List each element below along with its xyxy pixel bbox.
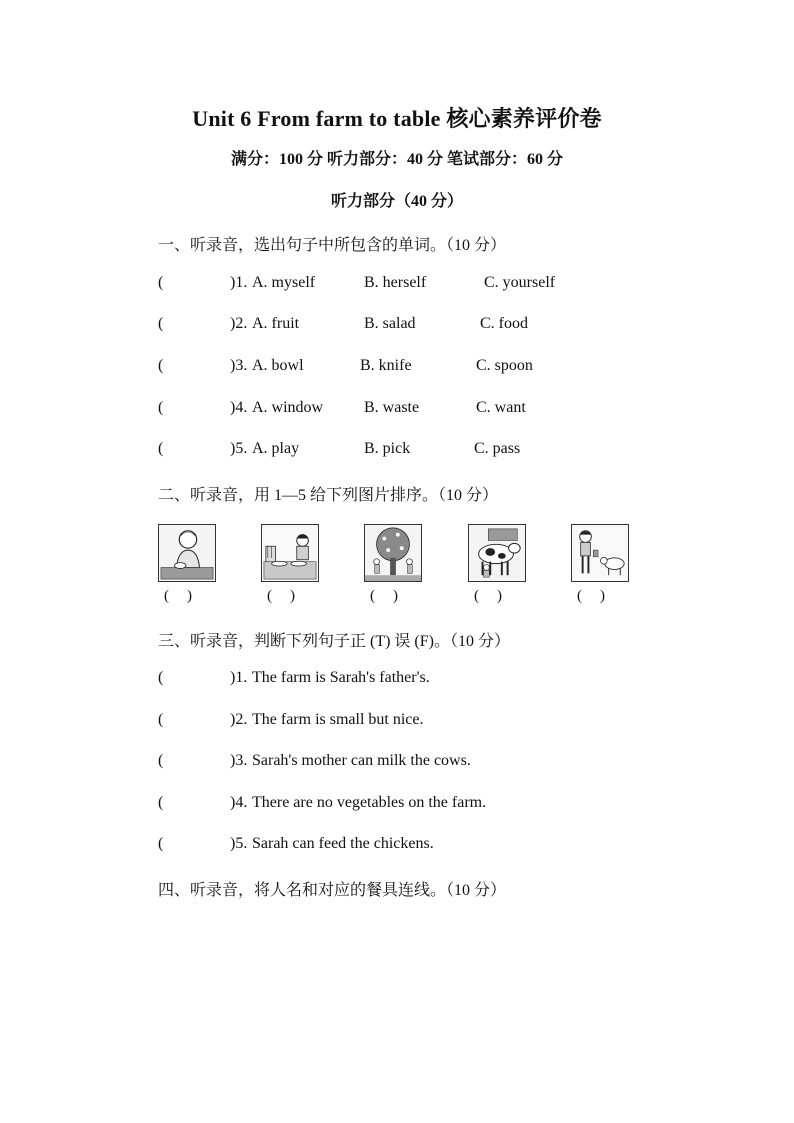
question-number: )4. xyxy=(230,399,248,416)
section-3-heading: 三、听录音，判断下列句子正 (T) 误 (F)。（10 分） xyxy=(158,633,510,650)
question-number: )5. xyxy=(230,835,248,852)
question-number: )2. xyxy=(230,711,248,728)
picture-answer-blank[interactable]: () xyxy=(474,588,520,604)
statement-text: There are no vegetables on the farm. xyxy=(252,794,487,811)
option-b: B. salad xyxy=(364,315,416,332)
option-b: B. herself xyxy=(364,274,427,291)
question-number: )5. xyxy=(230,440,248,457)
question-number: )2. xyxy=(230,315,248,332)
cow-milking-picture xyxy=(468,524,526,582)
option-a: A. play xyxy=(252,440,300,457)
option-b: B. knife xyxy=(360,357,412,374)
picture-answer-blank[interactable]: () xyxy=(370,588,416,604)
answer-blank[interactable]: ( xyxy=(158,274,164,291)
girl-washing-illustration xyxy=(159,525,215,581)
statement-text: The farm is small but nice. xyxy=(252,711,424,728)
statement-text: Sarah can feed the chickens. xyxy=(252,835,434,852)
picture-answer-blank[interactable]: () xyxy=(164,588,210,604)
answer-blank[interactable]: ( xyxy=(158,440,164,457)
girl-washing-picture xyxy=(158,524,216,582)
statement-text: Sarah's mother can milk the cows. xyxy=(252,752,471,769)
statement-text: The farm is Sarah's father's. xyxy=(252,669,430,686)
children-under-tree-picture xyxy=(364,524,422,582)
question-number: )3. xyxy=(230,752,248,769)
answer-blank[interactable]: ( xyxy=(158,711,164,728)
answer-blank[interactable]: ( xyxy=(158,835,164,852)
score-info: 满分：100 分 听力部分：40 分 笔试部分：60 分 xyxy=(230,151,563,168)
option-b: B. waste xyxy=(364,399,420,416)
option-c: C. want xyxy=(476,399,526,416)
boy-feeding-animal-picture xyxy=(571,524,629,582)
answer-blank[interactable]: ( xyxy=(158,669,164,686)
answer-blank[interactable]: ( xyxy=(158,794,164,811)
option-b: B. pick xyxy=(364,440,411,457)
tree-illustration xyxy=(365,525,421,581)
option-a: A. bowl xyxy=(252,357,304,374)
page-title: Unit 6 From farm to table 核心素养评价卷 xyxy=(192,106,602,131)
boy-setting-table-picture xyxy=(261,524,319,582)
option-c: C. food xyxy=(480,315,528,332)
option-a: A. window xyxy=(252,399,324,416)
answer-blank[interactable]: ( xyxy=(158,399,164,416)
option-a: A. fruit xyxy=(252,315,300,332)
question-number: )1. xyxy=(230,274,248,291)
answer-blank[interactable]: ( xyxy=(158,357,164,374)
option-c: C. yourself xyxy=(484,274,556,291)
picture-answer-blank[interactable]: () xyxy=(267,588,313,604)
picture-answer-blank[interactable]: () xyxy=(577,588,623,604)
boy-table-illustration xyxy=(262,525,318,581)
question-number: )1. xyxy=(230,669,248,686)
answer-blank[interactable]: ( xyxy=(158,752,164,769)
cow-illustration xyxy=(469,525,525,581)
section-1-heading: 一、听录音，选出句子中所包含的单词。（10 分） xyxy=(158,237,507,254)
section-4-heading: 四、听录音，将人名和对应的餐具连线。（10 分） xyxy=(158,882,507,899)
boy-animal-illustration xyxy=(572,525,628,581)
answer-blank[interactable]: ( xyxy=(158,315,164,332)
option-a: A. myself xyxy=(252,274,316,291)
option-c: C. spoon xyxy=(476,357,533,374)
section-2-heading: 二、听录音，用 1—5 给下列图片排序。（10 分） xyxy=(158,487,499,504)
option-c: C. pass xyxy=(474,440,521,457)
question-number: )4. xyxy=(230,794,248,811)
question-number: )3. xyxy=(230,357,248,374)
listening-part-heading: 听力部分（40 分） xyxy=(330,193,463,210)
